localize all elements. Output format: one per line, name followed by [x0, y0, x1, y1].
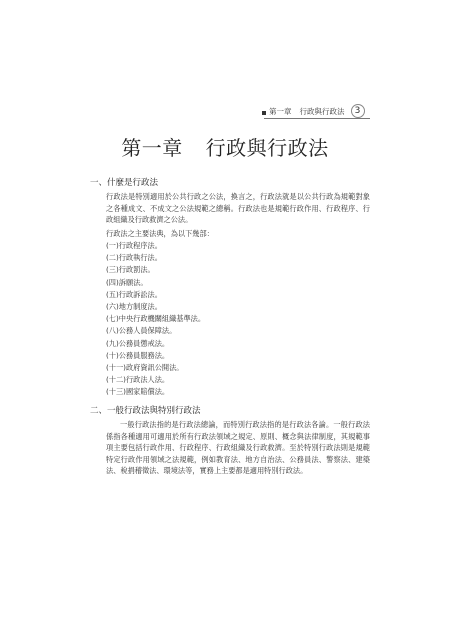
chapter-name: 行政與行政法 [205, 136, 329, 160]
list-item: (四)訴願法。 [106, 277, 148, 287]
list-item: (五)行政訴訟法。 [106, 289, 162, 299]
list-item: (一)行政程序法。 [106, 241, 162, 250]
list-item: (十三)國家賠償法。 [106, 387, 170, 397]
section-1-paragraph-2: 行政法之主要法典，為以下幾部： [106, 229, 214, 238]
list-item: (十二)行政法人法。 [106, 375, 170, 385]
section-1-paragraph-1: 行政法是特別適用於公共行政之公法，換言之，行政法就是以公共行政為規範對象之各種成文、不成文之公法規範之總稱。行政法也是規範行政作用、行政程序、行政組織及行政救濟之公法。 [106, 192, 370, 225]
list-item: (二)行政執行法。 [106, 253, 162, 263]
list-item: (七)中央行政機關組織基準法。 [106, 314, 206, 324]
list-item: (十)公務員服務法。 [106, 350, 170, 360]
list-item: (六)地方制度法。 [106, 302, 162, 312]
section-2-paragraph-1: 一般行政法指的是行政法總論，而特別行政法指的是行政法各論。一般行政法係指各種適用可適用於所有行政法領域之規定、原則、概念與法律制度，其規範事項主要包括行政作用、行政程序、行政組織及行政救濟。至於特別行政法則是規範特定行政作用領域之法規範，例如教育法、地方自治法、公務員法、警察法、建築法、稅捐稽徵法、環境法等，實務上主要都是適用特別行政法。 [106, 420, 370, 476]
statute-list [106, 240, 205, 399]
list-item: (三)行政罰法。 [106, 265, 155, 275]
header-square-marker-icon [262, 111, 266, 115]
running-header-title: 行政與行政法 [299, 106, 345, 116]
page-number: 3 [351, 104, 365, 118]
list-item: (八)公務人員保障法。 [106, 326, 177, 336]
list-item: (九)公務員懲戒法。 [106, 338, 170, 348]
section-heading-2: 二、一般行政法與特別行政法 [90, 406, 201, 416]
running-header-chapter: 第一章 [269, 106, 292, 116]
list-item: (十一)政府資訊公開法。 [106, 363, 184, 373]
chapter-title [0, 132, 450, 161]
chapter-number: 第一章 [121, 136, 183, 160]
header-rule [264, 118, 370, 119]
section-heading-1: 一、什麼是行政法 [90, 178, 159, 188]
